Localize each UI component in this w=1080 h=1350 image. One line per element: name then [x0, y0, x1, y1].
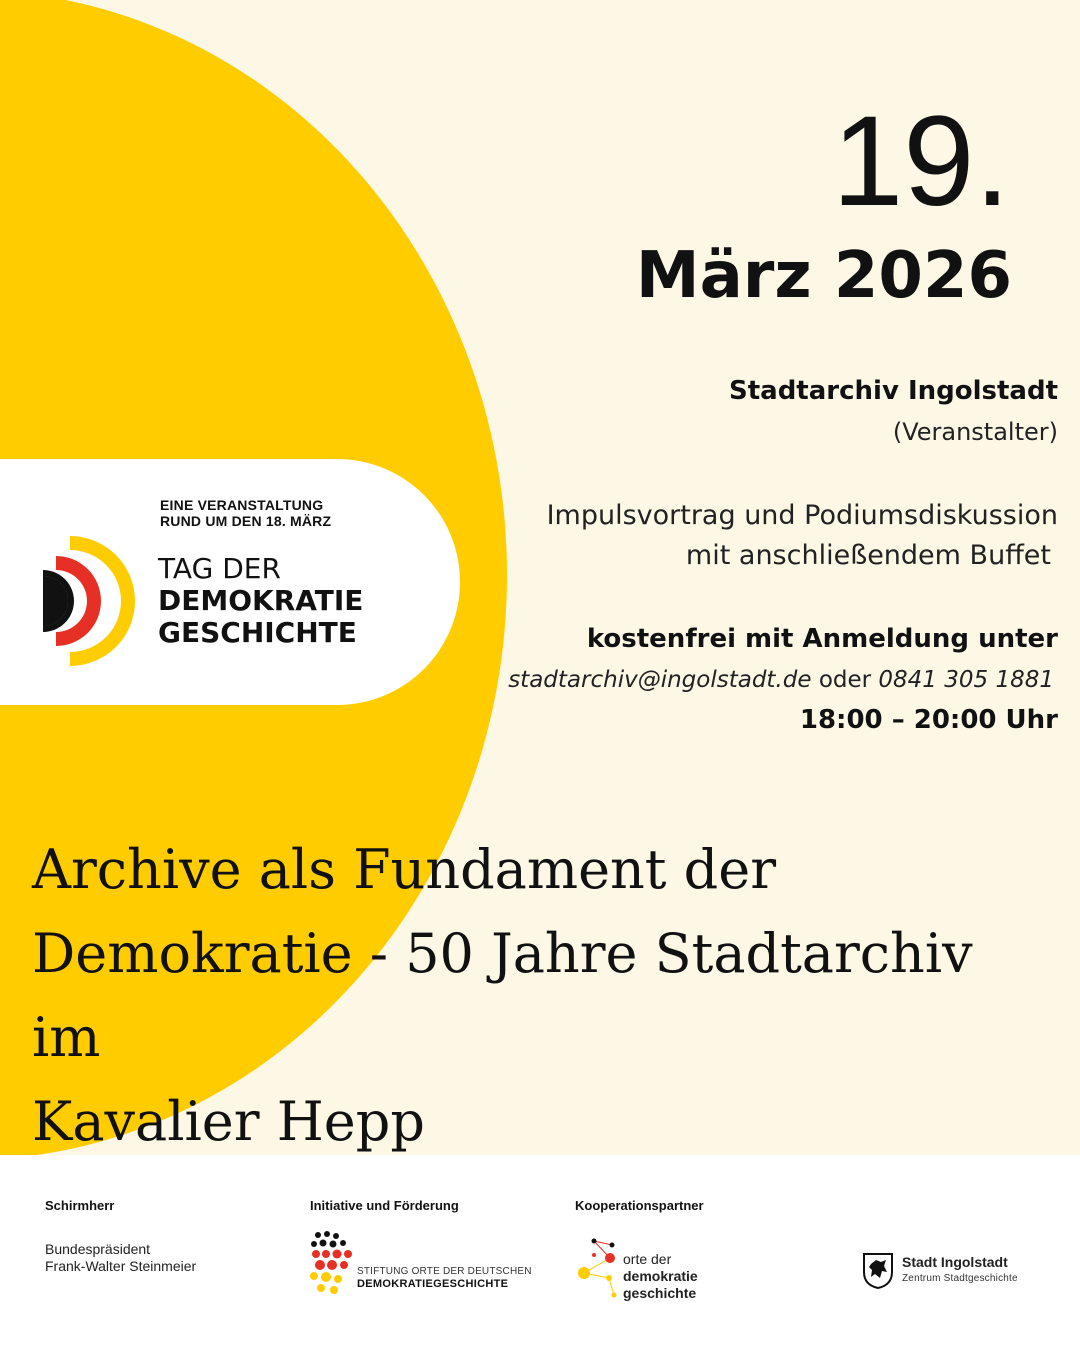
- contact-line: [508, 664, 1054, 696]
- orte-logo-text: [623, 1251, 698, 1302]
- title-line-2: Demokratie - 50 Jahre Stadtarchiv im: [32, 922, 973, 1069]
- event-title: [32, 828, 1052, 1164]
- organizer-role: (Veranstalter): [892, 418, 1058, 446]
- event-month-year: März 2026: [635, 239, 1012, 313]
- orte-line-3: geschichte: [623, 1285, 697, 1301]
- patron-line-2: Frank-Walter Steinmeier: [45, 1258, 197, 1274]
- event-time: 18:00 – 20:00 Uhr: [799, 705, 1058, 735]
- logo-line-geschichte: GESCHICHTE: [158, 616, 357, 649]
- stiftung-line-1: STIFTUNG ORTE DER DEUTSCHEN: [357, 1266, 532, 1277]
- orte-line-1: orte der: [623, 1251, 672, 1267]
- orte-line-2: demokratie: [623, 1268, 698, 1284]
- patron-name: [45, 1241, 196, 1275]
- contact-or: oder: [818, 667, 872, 693]
- event-description: [547, 496, 1058, 576]
- organizer-name: Stadtarchiv Ingolstadt: [729, 376, 1058, 406]
- city-subtitle: Zentrum Stadtgeschichte: [902, 1273, 1018, 1284]
- description-line-1: Impulsvortrag und Podiumsdiskussion: [546, 500, 1058, 531]
- description-line-2: mit anschließendem Buffet: [685, 540, 1051, 571]
- patron-heading: Schirmherr: [45, 1198, 115, 1213]
- ingolstadt-coat-of-arms-icon: [862, 1252, 894, 1290]
- initiative-heading: Initiative und Förderung: [310, 1198, 459, 1213]
- logo-kicker: [160, 497, 331, 529]
- logo-line-tag-der: TAG DER: [158, 552, 281, 585]
- email-link[interactable]: stadtarchiv@ingolstadt.de: [508, 667, 812, 693]
- stiftung-line-2: DEMOKRATIEGESCHICHTE: [357, 1278, 509, 1290]
- logo-kicker-line-2: RUND UM DEN 18. MÄRZ: [160, 513, 332, 529]
- registration-label: kostenfrei mit Anmeldung unter: [586, 624, 1058, 654]
- stiftung-dots-logo-icon: [306, 1229, 358, 1299]
- cooperation-heading: Kooperationspartner: [575, 1198, 704, 1213]
- title-line-3: Kavalier Hepp: [32, 1090, 425, 1153]
- logo-line-demokratie: DEMOKRATIE: [158, 584, 364, 617]
- title-line-1: Archive als Fundament der: [32, 838, 777, 901]
- logo-kicker-line-1: EINE VERANSTALTUNG: [160, 497, 324, 513]
- event-day: 19.: [832, 90, 1010, 233]
- city-name: Stadt Ingolstadt: [902, 1254, 1008, 1270]
- tricolor-half-circles-icon: [40, 534, 140, 669]
- patron-line-1: Bundespräsident: [45, 1241, 151, 1257]
- event-logo-panel: [0, 459, 460, 705]
- footer-sponsors: [0, 1155, 1080, 1350]
- phone-number[interactable]: 0841 305 1881: [878, 667, 1054, 693]
